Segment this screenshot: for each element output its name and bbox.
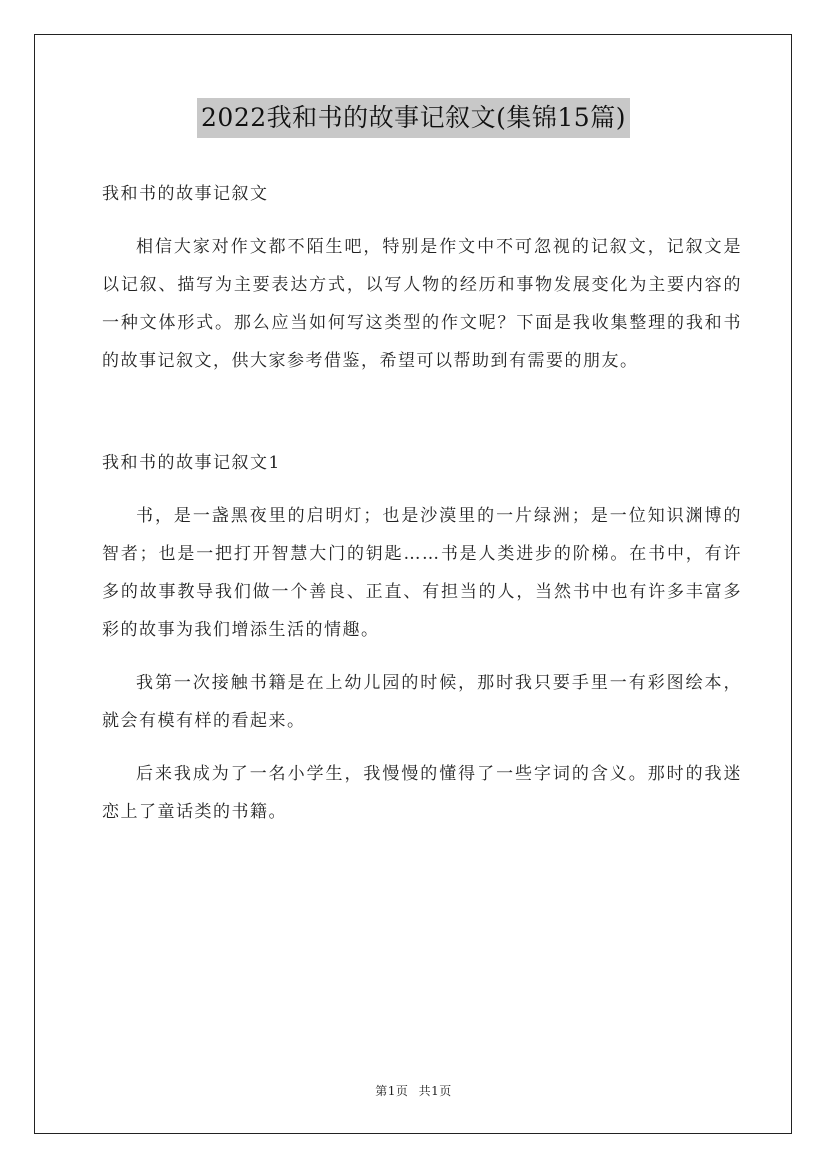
section-1-heading: 我和书的故事记叙文1 [102,453,281,473]
document-body [102,175,742,831]
page-footer [0,1082,827,1099]
section-spacer [102,380,742,444]
intro-heading: 我和书的故事记叙文 [102,184,269,204]
title-container [0,98,827,138]
section-1-paragraph-2: 我第一次接触书籍是在上幼儿园的时候，那时我只要手里一有彩图绘本，就会有模有样的看起来。 [102,673,742,731]
section-1-paragraph-1: 书，是一盏黑夜里的启明灯；也是沙漠里的一片绿洲；是一位知识渊博的智者；也是一把打开智慧大门的钥匙……书是人类进步的阶梯。在书中，有许多的故事教导我们做一个善良、正直、有担当的人，当然书中也有许多丰富多彩的故事为我们增添生活的情趣。 [102,506,742,640]
page-total: 共1页 [418,1084,452,1098]
section-1-paragraph-3: 后来我成为了一名小学生，我慢慢的懂得了一些字词的含义。那时的我迷恋上了童话类的书籍。 [102,764,742,822]
document-title: 2022我和书的故事记叙文(集锦15篇) [197,98,630,138]
intro-paragraph: 相信大家对作文都不陌生吧，特别是作文中不可忽视的记叙文，记叙文是以记叙、描写为主要表达方式，以写人物的经历和事物发展变化为主要内容的一种文体形式。那么应当如何写这类型的作文呢？下面是我收集整理的我和书的故事记叙文，供大家参考借鉴，希望可以帮助到有需要的朋友。 [102,237,742,371]
page-number: 第1页 [375,1084,409,1098]
